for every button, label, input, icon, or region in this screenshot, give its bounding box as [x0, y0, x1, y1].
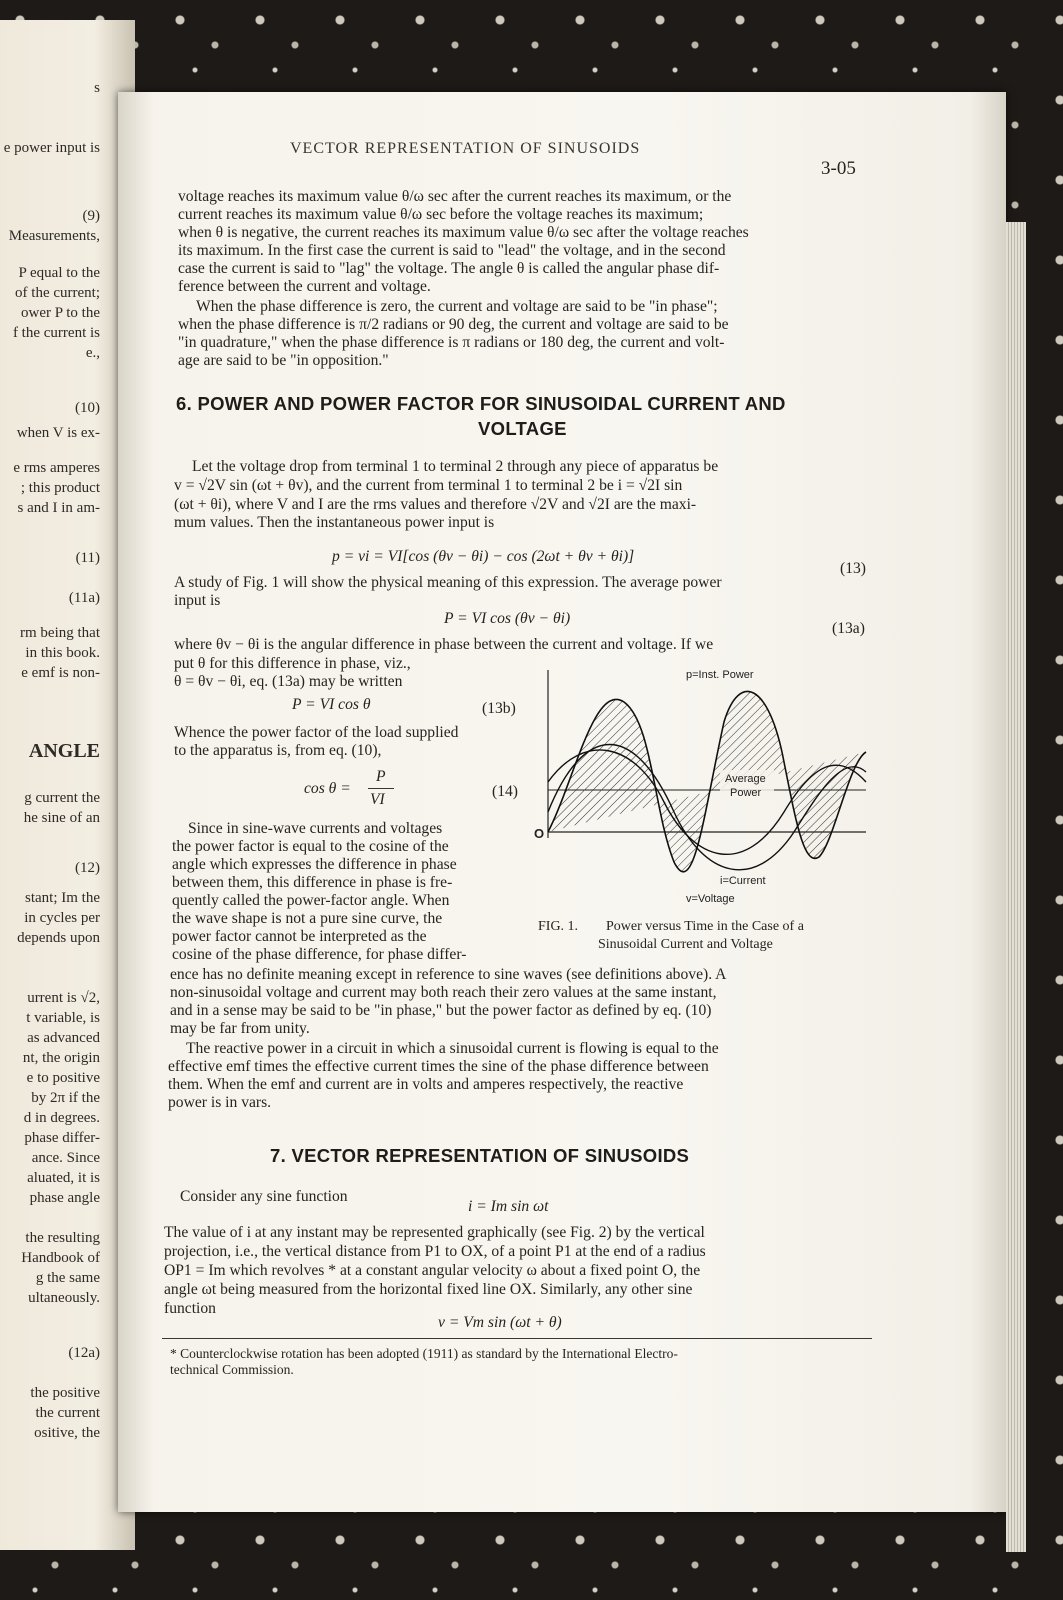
instantaneous-power-curve [548, 691, 866, 871]
paragraph-line: θ = θv − θi, eq. (13a) may be written [174, 673, 403, 690]
section-6-narrow-paragraph [174, 655, 524, 695]
left-page-line: P equal to the [18, 265, 100, 281]
left-page-line: d in degrees. [23, 1110, 100, 1126]
left-page-line: by 2π if the [31, 1090, 100, 1106]
figure-1-caption-line2: Sinusoidal Current and Voltage [598, 937, 773, 952]
intro-line: "in quadrature," when the phase difference is π radians or 180 deg, the current and volt- [178, 334, 725, 351]
figure-1-caption-label: FIG. 1. [538, 919, 579, 934]
intro-line: when θ is negative, the current reaches its maximum value θ/ω sec after the voltage reaches [178, 224, 749, 241]
left-page-line: f the current is [12, 325, 100, 341]
book-page [118, 92, 1006, 1512]
section-6-paragraph [174, 458, 944, 538]
equation-13-number: (13) [840, 560, 866, 577]
paragraph-line: input is [174, 592, 221, 609]
left-page-line: depends upon [17, 930, 100, 946]
paragraph-line: Since in sine-wave currents and voltages [188, 820, 443, 837]
left-page-line: e emf is non- [21, 665, 100, 681]
left-page-line: in cycles per [24, 910, 100, 926]
label-average-power-2: Power [730, 787, 762, 799]
label-voltage: v=Voltage [686, 893, 735, 905]
paragraph-line: Whence the power factor of the load supplied [174, 724, 459, 741]
intro-line: when the phase difference is π/2 radians or 90 deg, the current and voltage are said to be [178, 316, 729, 333]
page-number: 3-05 [821, 158, 856, 179]
left-page-line: e rms amperes [13, 460, 100, 476]
left-page-line: t variable, is [26, 1010, 100, 1026]
paragraph-line: effective emf times the effective current times the sine of the phase difference between [168, 1058, 709, 1075]
label-average-power-1: Average [725, 773, 766, 785]
left-page-line: the current [35, 1405, 100, 1421]
paragraph-line: put θ for this difference in phase, viz., [174, 655, 411, 672]
intro-line: its maximum. In the first case the current is said to "lead" the voltage, and in the second [178, 242, 726, 259]
equation-sine-voltage: v = Vm sin (ωt + θ) [438, 1314, 562, 1331]
paragraph-line: between them, this difference in phase is fre- [172, 874, 453, 891]
paragraph-line: OP1 = Im which revolves * at a constant angular velocity ω about a fixed point O, the [164, 1262, 701, 1279]
paragraph-line: projection, i.e., the vertical distance from P1 to OX, of a point P1 at the end of a radius [164, 1243, 706, 1260]
figure-1-power-plot [534, 662, 874, 912]
paragraph-line: non-sinusoidal voltage and current may both reach their zero values at the same instant, [170, 984, 717, 1001]
left-page-line: ANGLE [28, 740, 100, 762]
left-page-line: ance. Since [31, 1150, 100, 1166]
footnote-line: * Counterclockwise rotation has been adopted (1911) as standard by the International Electro- [170, 1346, 678, 1361]
paragraph-line: v = √2V sin (ωt + θv), and the current from terminal 1 to terminal 2 be i = √2I sin [174, 477, 683, 494]
page-edges [1006, 222, 1026, 1552]
left-page-line: Measurements, [8, 228, 100, 244]
equation-13b-number: (13b) [482, 700, 516, 717]
left-page-line: (9) [82, 208, 100, 224]
left-page-line: phase differ- [24, 1130, 100, 1146]
equation-13a: P = VI cos (θv − θi) [444, 610, 571, 627]
equation-13b: P = VI cos θ [292, 696, 371, 713]
paragraph-line: mum values. Then the instantaneous power input is [174, 514, 495, 531]
section-7-intro: Consider any sine function [180, 1188, 348, 1205]
left-page-line: the resulting [25, 1230, 100, 1246]
paragraph-line: to the apparatus is, from eq. (10), [174, 742, 382, 759]
intro-line: voltage reaches its maximum value θ/ω sec after the current reaches its maximum, or the [178, 188, 732, 205]
paragraph-line: function [164, 1300, 216, 1317]
left-page-line: aluated, it is [27, 1170, 100, 1186]
paragraph-line: power is in vars. [168, 1094, 272, 1111]
paragraph-line: angle ωt being measured from the horizontal fixed line OX. Similarly, any other sine [164, 1281, 693, 1298]
section-6-heading: 6. POWER AND POWER FACTOR FOR SINUSOIDAL CURRENT AND [176, 393, 786, 414]
equation-13a-number: (13a) [832, 620, 865, 637]
left-page-line: ower P to the [20, 305, 100, 321]
left-page-line: e power input is [3, 140, 100, 156]
left-page-line: g current the [24, 790, 100, 806]
left-page-line: urrent is √2, [27, 990, 100, 1006]
equation-14-numerator: P [376, 768, 386, 785]
equation-14-number: (14) [492, 783, 518, 800]
left-page-line: as advanced [27, 1030, 100, 1046]
paragraph-line: A study of Fig. 1 will show the physical meaning of this expression. The average power [174, 574, 722, 591]
left-page-line: the positive [30, 1385, 100, 1401]
left-page-line: ositive, the [34, 1425, 100, 1441]
intro-line: case the current is said to "lag" the voltage. The angle θ is called the angular phase dif- [178, 260, 720, 277]
left-page-line: nt, the origin [22, 1050, 100, 1066]
left-page-line: phase angle [29, 1190, 100, 1206]
intro-line: age are said to be "in opposition." [178, 352, 389, 369]
paragraph-line: angle which expresses the difference in phase [172, 856, 457, 873]
paragraph-line: The value of i at any instant may be represented graphically (see Fig. 2) by the vertical [164, 1224, 705, 1241]
paragraph-line: quently called the power-factor angle. When [172, 892, 450, 909]
equation-14-denominator: VI [370, 791, 385, 808]
paragraph-line: ence has no definite meaning except in reference to sine waves (see definitions above). A [170, 966, 727, 983]
label-origin: O [534, 826, 545, 841]
paragraph-line: the wave shape is not a pure sine curve, the [172, 910, 443, 927]
left-page-line: ultaneously. [28, 1290, 100, 1306]
section-6-paragraph-2 [174, 574, 944, 614]
section-6-paragraph-5 [172, 820, 532, 970]
left-page-line: (11a) [68, 590, 100, 606]
footnote-line: technical Commission. [170, 1362, 294, 1377]
left-page-line: (11) [75, 550, 100, 566]
equation-14-lhs: cos θ = [304, 780, 351, 797]
left-page-line: s [94, 80, 100, 96]
paragraph-line: cosine of the phase difference, for phase differ- [172, 946, 467, 963]
left-page-line: e., [85, 345, 100, 361]
intro-line: current reaches its maximum value θ/ω sec before the voltage reaches its maximum; [178, 206, 704, 223]
section-6-paragraph-4 [174, 724, 534, 764]
label-inst-power: p=Inst. Power [686, 669, 754, 681]
left-facing-page [0, 20, 135, 1550]
footnote-rule [162, 1338, 872, 1339]
section-7-heading: 7. VECTOR REPRESENTATION OF SINUSOIDS [270, 1145, 690, 1166]
paragraph-line: (ωt + θi), where V and I are the rms values and therefore √2V and √2I are the maxi- [174, 496, 697, 513]
footnote [170, 1346, 940, 1386]
fraction-bar [368, 788, 394, 789]
left-page-line: in this book. [25, 645, 100, 661]
label-current: i=Current [720, 875, 766, 887]
left-page-line: (12a) [68, 1345, 100, 1361]
left-page-line: of the current; [15, 285, 100, 301]
intro-paragraph [178, 188, 938, 378]
left-page-line: s and I in am- [17, 500, 100, 516]
paragraph-line: and in a sense may be said to be "in phase," but the power factor as defined by eq. (10) [170, 1002, 712, 1019]
intro-line: When the phase difference is zero, the current and voltage are said to be "in phase"; [196, 298, 718, 315]
left-page-line: rm being that [20, 625, 100, 641]
figure-1-caption-line1: Power versus Time in the Case of a [606, 919, 804, 934]
paragraph-line: The reactive power in a circuit in which a sinusoidal current is flowing is equal to the [186, 1040, 719, 1057]
intro-line: ference between the current and voltage. [178, 278, 431, 295]
paragraph-line: Let the voltage drop from terminal 1 to terminal 2 through any piece of apparatus be [192, 458, 719, 475]
paragraph-line: them. When the emf and current are in volts and amperes respectively, the reactive [168, 1076, 684, 1093]
running-header: VECTOR REPRESENTATION OF SINUSOIDS [290, 140, 641, 157]
left-page-line: e to positive [26, 1070, 100, 1086]
left-page-line: (10) [75, 400, 100, 416]
left-page-line: g the same [35, 1270, 100, 1286]
equation-sine-current: i = Im sin ωt [468, 1198, 549, 1215]
equation-13: p = vi = VI[cos (θv − θi) − cos (2ωt + θv + θi)] [332, 548, 635, 565]
section-6-paragraph-6 [168, 1040, 944, 1120]
left-page-line: Handbook of [21, 1250, 100, 1266]
paragraph-line: where θv − θi is the angular difference in phase between the current and voltage. If we [174, 636, 714, 653]
left-page-line: (12) [75, 860, 100, 876]
paragraph-line: the power factor is equal to the cosine of the [172, 838, 449, 855]
left-page-line: stant; Im the [25, 890, 100, 906]
paragraph-line: may be far from unity. [170, 1020, 310, 1037]
section-7-paragraph [164, 1224, 944, 1324]
left-page-line: when V is ex- [16, 425, 100, 441]
section-6-heading-cont: VOLTAGE [478, 418, 567, 439]
section-6-paragraph-5-cont [170, 966, 946, 1046]
left-page-line: he sine of an [23, 810, 100, 826]
left-page-line: ; this product [20, 480, 100, 496]
paragraph-line: power factor cannot be interpreted as the [172, 928, 427, 945]
